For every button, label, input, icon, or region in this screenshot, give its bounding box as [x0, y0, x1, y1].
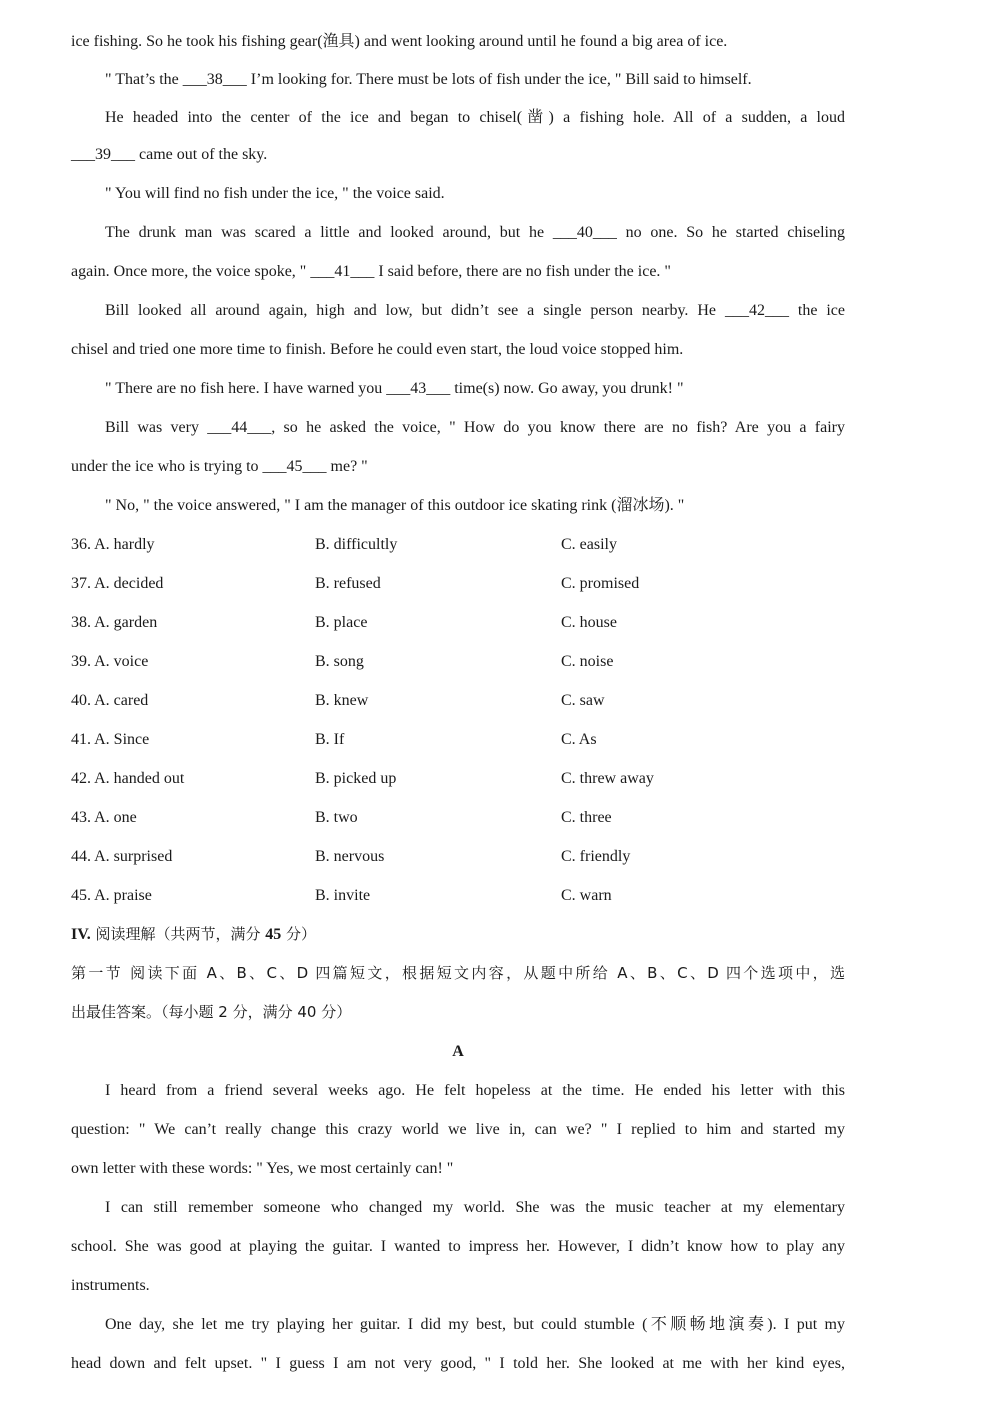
option-a: 41. A. Since [71, 731, 150, 748]
option-a: 36. A. hardly [71, 536, 155, 553]
passage-line: Bill was very ___44___, so he asked the voice, " How do you know there are no fish? Are you a fairy [105, 419, 845, 436]
section-instruction: 出最佳答案。（每小题 2 分，满分 40 分） [71, 1003, 352, 1021]
option-c: C. house [561, 614, 617, 631]
passage-line: He headed into the center of the ice and began to chisel(凿) a fishing hole. All of a sudden, a loud [105, 109, 846, 126]
section-heading [71, 921, 845, 947]
passage-line: " That’s the ___38___ I’m looking for. There must be lots of fish under the ice, " Bill said to himself. [105, 71, 752, 88]
passage-line: again. Once more, the voice spoke, " ___41___ I said before, there are no fish under the ice. " [71, 263, 671, 280]
option-b: B. picked up [315, 770, 397, 787]
option-a: 38. A. garden [71, 614, 158, 631]
passage-a-line: I heard from a friend several weeks ago. He felt hopeless at the time. He ended his letter with this [105, 1082, 845, 1099]
section-points: 45 [265, 926, 282, 943]
option-c: C. noise [561, 653, 614, 670]
passage-a-line: instruments. [71, 1277, 150, 1294]
option-c: C. threw away [561, 770, 654, 787]
passage-line: ___39___ came out of the sky. [71, 146, 268, 163]
option-b: B. two [315, 809, 358, 826]
option-a: 39. A. voice [71, 653, 149, 670]
passage-line: ice fishing. So he took his fishing gear(渔具) and went looking around until he found a big area of ice. [71, 33, 728, 50]
option-a: 43. A. one [71, 809, 137, 826]
passage-a-line: I can still remember someone who changed my world. She was the music teacher at my elementary [105, 1199, 845, 1216]
option-c: C. saw [561, 692, 605, 709]
passage-line: " No, " the voice answered, " I am the manager of this outdoor ice skating rink (溜冰场). " [105, 497, 685, 514]
passage-line: The drunk man was scared a little and looked around, but he ___40___ no one. So he started chiseling [105, 224, 845, 241]
section-title-after: 分） [281, 925, 317, 943]
section-title-before: 阅读理解（共两节，满分 [90, 925, 266, 943]
passage-a-line: question: " We can’t really change this crazy world we live in, can we? " I replied to him and started my [71, 1121, 845, 1138]
passage-line: under the ice who is trying to ___45___ me? " [71, 458, 368, 475]
passage-a-line: own letter with these words: " Yes, we most certainly can! " [71, 1160, 454, 1177]
passage-a-line: head down and felt upset. " I guess I am not very good, " I told her. She looked at me with her kind eyes, [71, 1355, 845, 1372]
section-instruction: 第一节 阅读下面 A、B、C、D 四篇短文，根据短文内容，从题中所给 A、B、C、D 四个选项中，选 [71, 964, 845, 982]
option-b: B. nervous [315, 848, 385, 865]
option-b: B. place [315, 614, 368, 631]
option-a: 42. A. handed out [71, 770, 185, 787]
option-a: 37. A. decided [71, 575, 164, 592]
option-b: B. If [315, 731, 345, 748]
option-b: B. song [315, 653, 364, 670]
passage-heading: A [452, 1043, 464, 1060]
passage-line: chisel and tried one more time to finish. Before he could even start, the loud voice stopped him. [71, 341, 684, 358]
passage-a-line: school. She was good at playing the guitar. I wanted to impress her. However, I didn’t know how to play any [71, 1238, 845, 1255]
option-c: C. warn [561, 887, 612, 904]
option-b: B. refused [315, 575, 381, 592]
option-a: 40. A. cared [71, 692, 149, 709]
section-number: IV. [71, 926, 91, 943]
passage-line: " There are no fish here. I have warned you ___43___ time(s) now. Go away, you drunk! " [105, 380, 684, 397]
option-c: C. three [561, 809, 612, 826]
passage-line: Bill looked all around again, high and low, but didn’t see a single person nearby. He ___42___ the ice [105, 302, 845, 319]
option-b: B. knew [315, 692, 369, 709]
passage-line: " You will find no fish under the ice, " the voice said. [105, 185, 445, 202]
option-a: 45. A. praise [71, 887, 152, 904]
option-c: C. easily [561, 536, 617, 553]
option-b: B. invite [315, 887, 371, 904]
option-b: B. difficultly [315, 536, 398, 553]
option-c: C. As [561, 731, 597, 748]
option-a: 44. A. surprised [71, 848, 173, 865]
option-c: C. promised [561, 575, 640, 592]
option-c: C. friendly [561, 848, 631, 865]
passage-a-line: One day, she let me try playing her guitar. I did my best, but could stumble (不顺畅地演奏). I put my [105, 1316, 845, 1333]
